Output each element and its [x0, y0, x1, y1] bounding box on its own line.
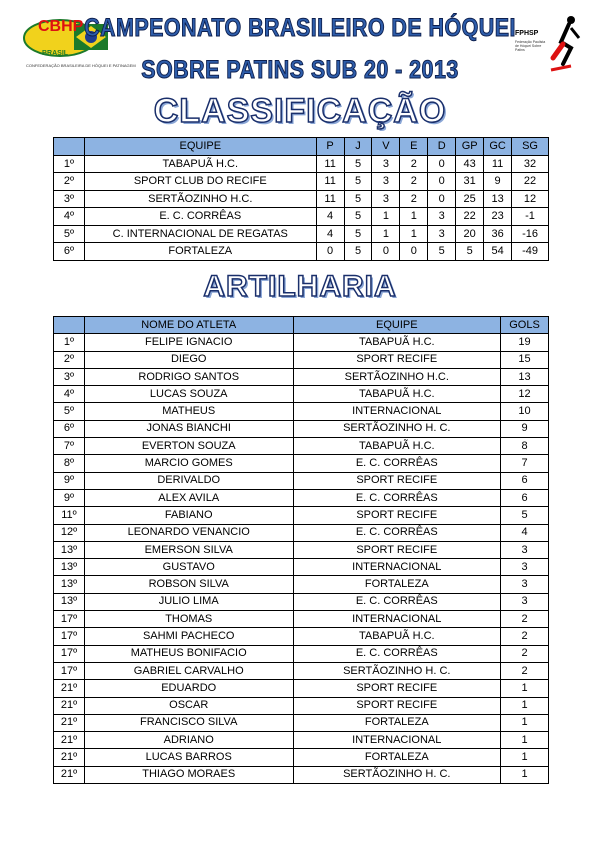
artilharia-cell: SPORT RECIFE — [293, 680, 501, 697]
classificacao-cell: 11 — [316, 155, 344, 173]
artilharia-row — [54, 645, 549, 662]
artilharia-cell: 5 — [501, 507, 549, 524]
artilharia-cell: 17º — [54, 628, 85, 645]
artilharia-cell: SPORT RECIFE — [293, 472, 501, 489]
artilharia-cell: 1 — [501, 732, 549, 749]
artilharia-cell: 21º — [54, 697, 85, 714]
artilharia-cell: 21º — [54, 749, 85, 766]
classificacao-cell: 22 — [456, 208, 484, 226]
artilharia-header-row — [54, 317, 549, 334]
artilharia-cell: MATHEUS — [84, 403, 293, 420]
artilharia-cell: OSCAR — [84, 697, 293, 714]
artilharia-cell: 3º — [54, 368, 85, 385]
classificacao-cell: 31 — [456, 173, 484, 191]
artilharia-cell: 2º — [54, 351, 85, 368]
classificacao-cell: 11 — [316, 173, 344, 191]
artilharia-cell: E. C. CORRÊAS — [293, 455, 501, 472]
classificacao-row — [54, 225, 549, 243]
artilharia-cell: 19 — [501, 334, 549, 351]
classificacao-cell: TABAPUÃ H.C. — [84, 155, 316, 173]
artilharia-cell: 5º — [54, 403, 85, 420]
classificacao-cell: 25 — [456, 190, 484, 208]
artilharia-cell: 21º — [54, 766, 85, 783]
classificacao-cell: 0 — [428, 190, 456, 208]
artilharia-cell: ROBSON SILVA — [84, 576, 293, 593]
artilharia-cell: 17º — [54, 662, 85, 679]
artilharia-row — [54, 732, 549, 749]
classificacao-cell: 0 — [428, 155, 456, 173]
artilharia-row — [54, 662, 549, 679]
artilharia-row — [54, 507, 549, 524]
artilharia-cell: 6 — [501, 489, 549, 506]
artilharia-cell: 4 — [501, 524, 549, 541]
artilharia-cell: MATHEUS BONIFACIO — [84, 645, 293, 662]
classificacao-row — [54, 208, 549, 226]
artilharia-cell: ADRIANO — [84, 732, 293, 749]
classificacao-cell: 5 — [344, 173, 372, 191]
artilharia-cell: EVERTON SOUZA — [84, 438, 293, 455]
artilharia-cell: SPORT RECIFE — [293, 541, 501, 558]
artilharia-cell: 2 — [501, 645, 549, 662]
artilharia-cell: 2 — [501, 628, 549, 645]
artilharia-row — [54, 611, 549, 628]
artilharia-cell: 17º — [54, 611, 85, 628]
artilharia-column-header — [54, 317, 85, 334]
classificacao-column-header: SG — [512, 138, 549, 156]
classificacao-cell: 9 — [484, 173, 512, 191]
artilharia-row — [54, 749, 549, 766]
artilharia-cell: DERIVALDO — [84, 472, 293, 489]
classificacao-table — [53, 137, 549, 261]
classificacao-cell: 1 — [400, 208, 428, 226]
classificacao-cell: 54 — [484, 243, 512, 261]
classificacao-cell: 36 — [484, 225, 512, 243]
artilharia-row — [54, 472, 549, 489]
artilharia-cell: ALEX AVILA — [84, 489, 293, 506]
artilharia-cell: DIEGO — [84, 351, 293, 368]
fphsp-logo-name: FPHSP — [515, 30, 539, 37]
artilharia-cell: 13º — [54, 541, 85, 558]
artilharia-cell: FORTALEZA — [293, 714, 501, 731]
classificacao-cell: 2º — [54, 173, 85, 191]
classificacao-cell: C. INTERNACIONAL DE REGATAS — [84, 225, 316, 243]
classificacao-cell: 3 — [428, 208, 456, 226]
classificacao-cell: 3 — [372, 155, 400, 173]
artilharia-cell: LEONARDO VENANCIO — [84, 524, 293, 541]
classificacao-cell: 4º — [54, 208, 85, 226]
artilharia-table — [53, 316, 549, 784]
artilharia-cell: 6 — [501, 472, 549, 489]
cbhp-logo-caption: CONFEDERAÇÃO BRASILEIRA DE HÓQUEI E PATINAGEM — [26, 63, 136, 68]
artilharia-cell: 1 — [501, 680, 549, 697]
artilharia-cell: 8 — [501, 438, 549, 455]
artilharia-cell: E. C. CORRÊAS — [293, 524, 501, 541]
artilharia-column-header: NOME DO ATLETA — [84, 317, 293, 334]
classificacao-cell: 1 — [372, 208, 400, 226]
classificacao-cell: 23 — [484, 208, 512, 226]
classificacao-column-header: J — [344, 138, 372, 156]
artilharia-cell: 12º — [54, 524, 85, 541]
classificacao-heading: CLASSIFICAÇÃO — [153, 92, 447, 130]
artilharia-cell: 15 — [501, 351, 549, 368]
artilharia-row — [54, 559, 549, 576]
classificacao-cell: 5 — [456, 243, 484, 261]
artilharia-cell: 6º — [54, 420, 85, 437]
artilharia-row — [54, 593, 549, 610]
artilharia-row — [54, 403, 549, 420]
artilharia-row — [54, 334, 549, 351]
artilharia-cell: 2 — [501, 662, 549, 679]
artilharia-heading: ARTILHARIA — [203, 270, 397, 303]
artilharia-cell: 13 — [501, 368, 549, 385]
classificacao-cell: FORTALEZA — [84, 243, 316, 261]
artilharia-row — [54, 697, 549, 714]
artilharia-cell: 7º — [54, 438, 85, 455]
classificacao-cell: 13 — [484, 190, 512, 208]
artilharia-cell: 9º — [54, 489, 85, 506]
artilharia-row — [54, 420, 549, 437]
classificacao-cell: 20 — [456, 225, 484, 243]
classificacao-header-row — [54, 138, 549, 156]
artilharia-cell: 13º — [54, 593, 85, 610]
artilharia-cell: 21º — [54, 714, 85, 731]
artilharia-row — [54, 576, 549, 593]
artilharia-row — [54, 766, 549, 783]
artilharia-cell: INTERNACIONAL — [293, 559, 501, 576]
cbhp-logo-sub: BRASIL — [42, 50, 69, 57]
artilharia-cell: 3 — [501, 541, 549, 558]
artilharia-cell: FORTALEZA — [293, 749, 501, 766]
artilharia-cell: SERTÃOZINHO H. C. — [293, 420, 501, 437]
artilharia-row — [54, 386, 549, 403]
classificacao-cell: 3º — [54, 190, 85, 208]
classificacao-column-header: V — [372, 138, 400, 156]
classificacao-cell: -16 — [512, 225, 549, 243]
classificacao-column-header — [54, 138, 85, 156]
classificacao-cell: 12 — [512, 190, 549, 208]
artilharia-cell: SAHMI PACHECO — [84, 628, 293, 645]
artilharia-cell: 13º — [54, 576, 85, 593]
classificacao-column-header: GP — [456, 138, 484, 156]
artilharia-cell: SPORT RECIFE — [293, 351, 501, 368]
classificacao-cell: 5º — [54, 225, 85, 243]
classificacao-cell: 32 — [512, 155, 549, 173]
cbhp-logo-tag: CBHP — [38, 18, 84, 35]
artilharia-cell: RODRIGO SANTOS — [84, 368, 293, 385]
classificacao-cell: 0 — [316, 243, 344, 261]
artilharia-cell: THIAGO MORAES — [84, 766, 293, 783]
classificacao-column-header: EQUIPE — [84, 138, 316, 156]
classificacao-cell: 1º — [54, 155, 85, 173]
classificacao-cell: 2 — [400, 173, 428, 191]
classificacao-cell: E. C. CORRÊAS — [84, 208, 316, 226]
classificacao-cell: 11 — [484, 155, 512, 173]
classificacao-row — [54, 243, 549, 261]
artilharia-cell: 21º — [54, 680, 85, 697]
artilharia-cell: SPORT RECIFE — [293, 697, 501, 714]
artilharia-cell: 2 — [501, 611, 549, 628]
artilharia-row — [54, 714, 549, 731]
classificacao-row — [54, 190, 549, 208]
classificacao-cell: 1 — [400, 225, 428, 243]
artilharia-cell: TABAPUÃ H.C. — [293, 438, 501, 455]
artilharia-cell: 1 — [501, 749, 549, 766]
fphsp-logo-caption: Federação Paulista de Hóquei Sobre Patins — [515, 40, 546, 52]
artilharia-cell: 1º — [54, 334, 85, 351]
artilharia-cell: 1 — [501, 714, 549, 731]
artilharia-cell: TABAPUÃ H.C. — [293, 628, 501, 645]
artilharia-cell: INTERNACIONAL — [293, 403, 501, 420]
artilharia-cell: LUCAS BARROS — [84, 749, 293, 766]
artilharia-cell: 3 — [501, 559, 549, 576]
classificacao-row — [54, 173, 549, 191]
artilharia-row — [54, 541, 549, 558]
classificacao-cell: 3 — [428, 225, 456, 243]
classificacao-cell: 5 — [344, 190, 372, 208]
artilharia-cell: 3 — [501, 576, 549, 593]
classificacao-cell: 2 — [400, 190, 428, 208]
artilharia-cell: TABAPUÃ H.C. — [293, 386, 501, 403]
artilharia-cell: GUSTAVO — [84, 559, 293, 576]
artilharia-cell: JULIO LIMA — [84, 593, 293, 610]
artilharia-cell: FELIPE IGNACIO — [84, 334, 293, 351]
artilharia-cell: 11º — [54, 507, 85, 524]
artilharia-cell: FRANCISCO SILVA — [84, 714, 293, 731]
classificacao-cell: 22 — [512, 173, 549, 191]
classificacao-cell: 11 — [316, 190, 344, 208]
artilharia-cell: 1 — [501, 766, 549, 783]
artilharia-cell: 21º — [54, 732, 85, 749]
classificacao-cell: -1 — [512, 208, 549, 226]
artilharia-row — [54, 628, 549, 645]
classificacao-cell: 5 — [344, 208, 372, 226]
artilharia-cell: 9 — [501, 420, 549, 437]
classificacao-cell: 4 — [316, 225, 344, 243]
artilharia-cell: SERTÃOZINHO H. C. — [293, 662, 501, 679]
artilharia-cell: FORTALEZA — [293, 576, 501, 593]
artilharia-cell: SPORT RECIFE — [293, 507, 501, 524]
artilharia-cell: 4º — [54, 386, 85, 403]
artilharia-row — [54, 438, 549, 455]
artilharia-row — [54, 455, 549, 472]
artilharia-column-header: EQUIPE — [293, 317, 501, 334]
classificacao-column-header: GC — [484, 138, 512, 156]
artilharia-cell: FABIANO — [84, 507, 293, 524]
artilharia-column-header: GOLS — [501, 317, 549, 334]
artilharia-cell: GABRIEL CARVALHO — [84, 662, 293, 679]
artilharia-cell: 17º — [54, 645, 85, 662]
artilharia-cell: E. C. CORRÊAS — [293, 645, 501, 662]
artilharia-cell: MARCIO GOMES — [84, 455, 293, 472]
classificacao-cell: 3 — [372, 190, 400, 208]
title-line-1: CAMPEONATO BRASILEIRO DE HÓQUEI — [84, 14, 516, 42]
artilharia-cell: E. C. CORRÊAS — [293, 593, 501, 610]
classificacao-column-header: E — [400, 138, 428, 156]
artilharia-cell: TABAPUÃ H.C. — [293, 334, 501, 351]
classificacao-cell: 5 — [344, 155, 372, 173]
artilharia-row — [54, 368, 549, 385]
artilharia-cell: LUCAS SOUZA — [84, 386, 293, 403]
classificacao-column-header: P — [316, 138, 344, 156]
classificacao-cell: 4 — [316, 208, 344, 226]
artilharia-cell: EDUARDO — [84, 680, 293, 697]
artilharia-cell: 8º — [54, 455, 85, 472]
classificacao-cell: 0 — [400, 243, 428, 261]
classificacao-cell: 6º — [54, 243, 85, 261]
classificacao-cell: SPORT CLUB DO RECIFE — [84, 173, 316, 191]
classificacao-cell: 5 — [344, 243, 372, 261]
artilharia-cell: 7 — [501, 455, 549, 472]
artilharia-cell: 3 — [501, 593, 549, 610]
classificacao-cell: 43 — [456, 155, 484, 173]
artilharia-cell: SERTÃOZINHO H.C. — [293, 368, 501, 385]
artilharia-cell: INTERNACIONAL — [293, 611, 501, 628]
classificacao-row — [54, 155, 549, 173]
artilharia-cell: 10 — [501, 403, 549, 420]
classificacao-cell: 3 — [372, 173, 400, 191]
artilharia-row — [54, 489, 549, 506]
classificacao-cell: -49 — [512, 243, 549, 261]
artilharia-row — [54, 351, 549, 368]
classificacao-cell: 2 — [400, 155, 428, 173]
title-line-2: SOBRE PATINS SUB 20 - 2013 — [141, 56, 459, 84]
classificacao-cell: SERTÃOZINHO H.C. — [84, 190, 316, 208]
artilharia-row — [54, 680, 549, 697]
artilharia-cell: E. C. CORRÊAS — [293, 489, 501, 506]
classificacao-cell: 5 — [344, 225, 372, 243]
artilharia-cell: JONAS BIANCHI — [84, 420, 293, 437]
artilharia-cell: 12 — [501, 386, 549, 403]
artilharia-row — [54, 524, 549, 541]
artilharia-cell: INTERNACIONAL — [293, 732, 501, 749]
artilharia-cell: 9º — [54, 472, 85, 489]
classificacao-cell: 5 — [428, 243, 456, 261]
artilharia-cell: 13º — [54, 559, 85, 576]
artilharia-cell: THOMAS — [84, 611, 293, 628]
artilharia-cell: 1 — [501, 697, 549, 714]
classificacao-cell: 0 — [372, 243, 400, 261]
artilharia-cell: EMERSON SILVA — [84, 541, 293, 558]
classificacao-cell: 0 — [428, 173, 456, 191]
classificacao-column-header: D — [428, 138, 456, 156]
artilharia-cell: SERTÃOZINHO H. C. — [293, 766, 501, 783]
classificacao-cell: 1 — [372, 225, 400, 243]
